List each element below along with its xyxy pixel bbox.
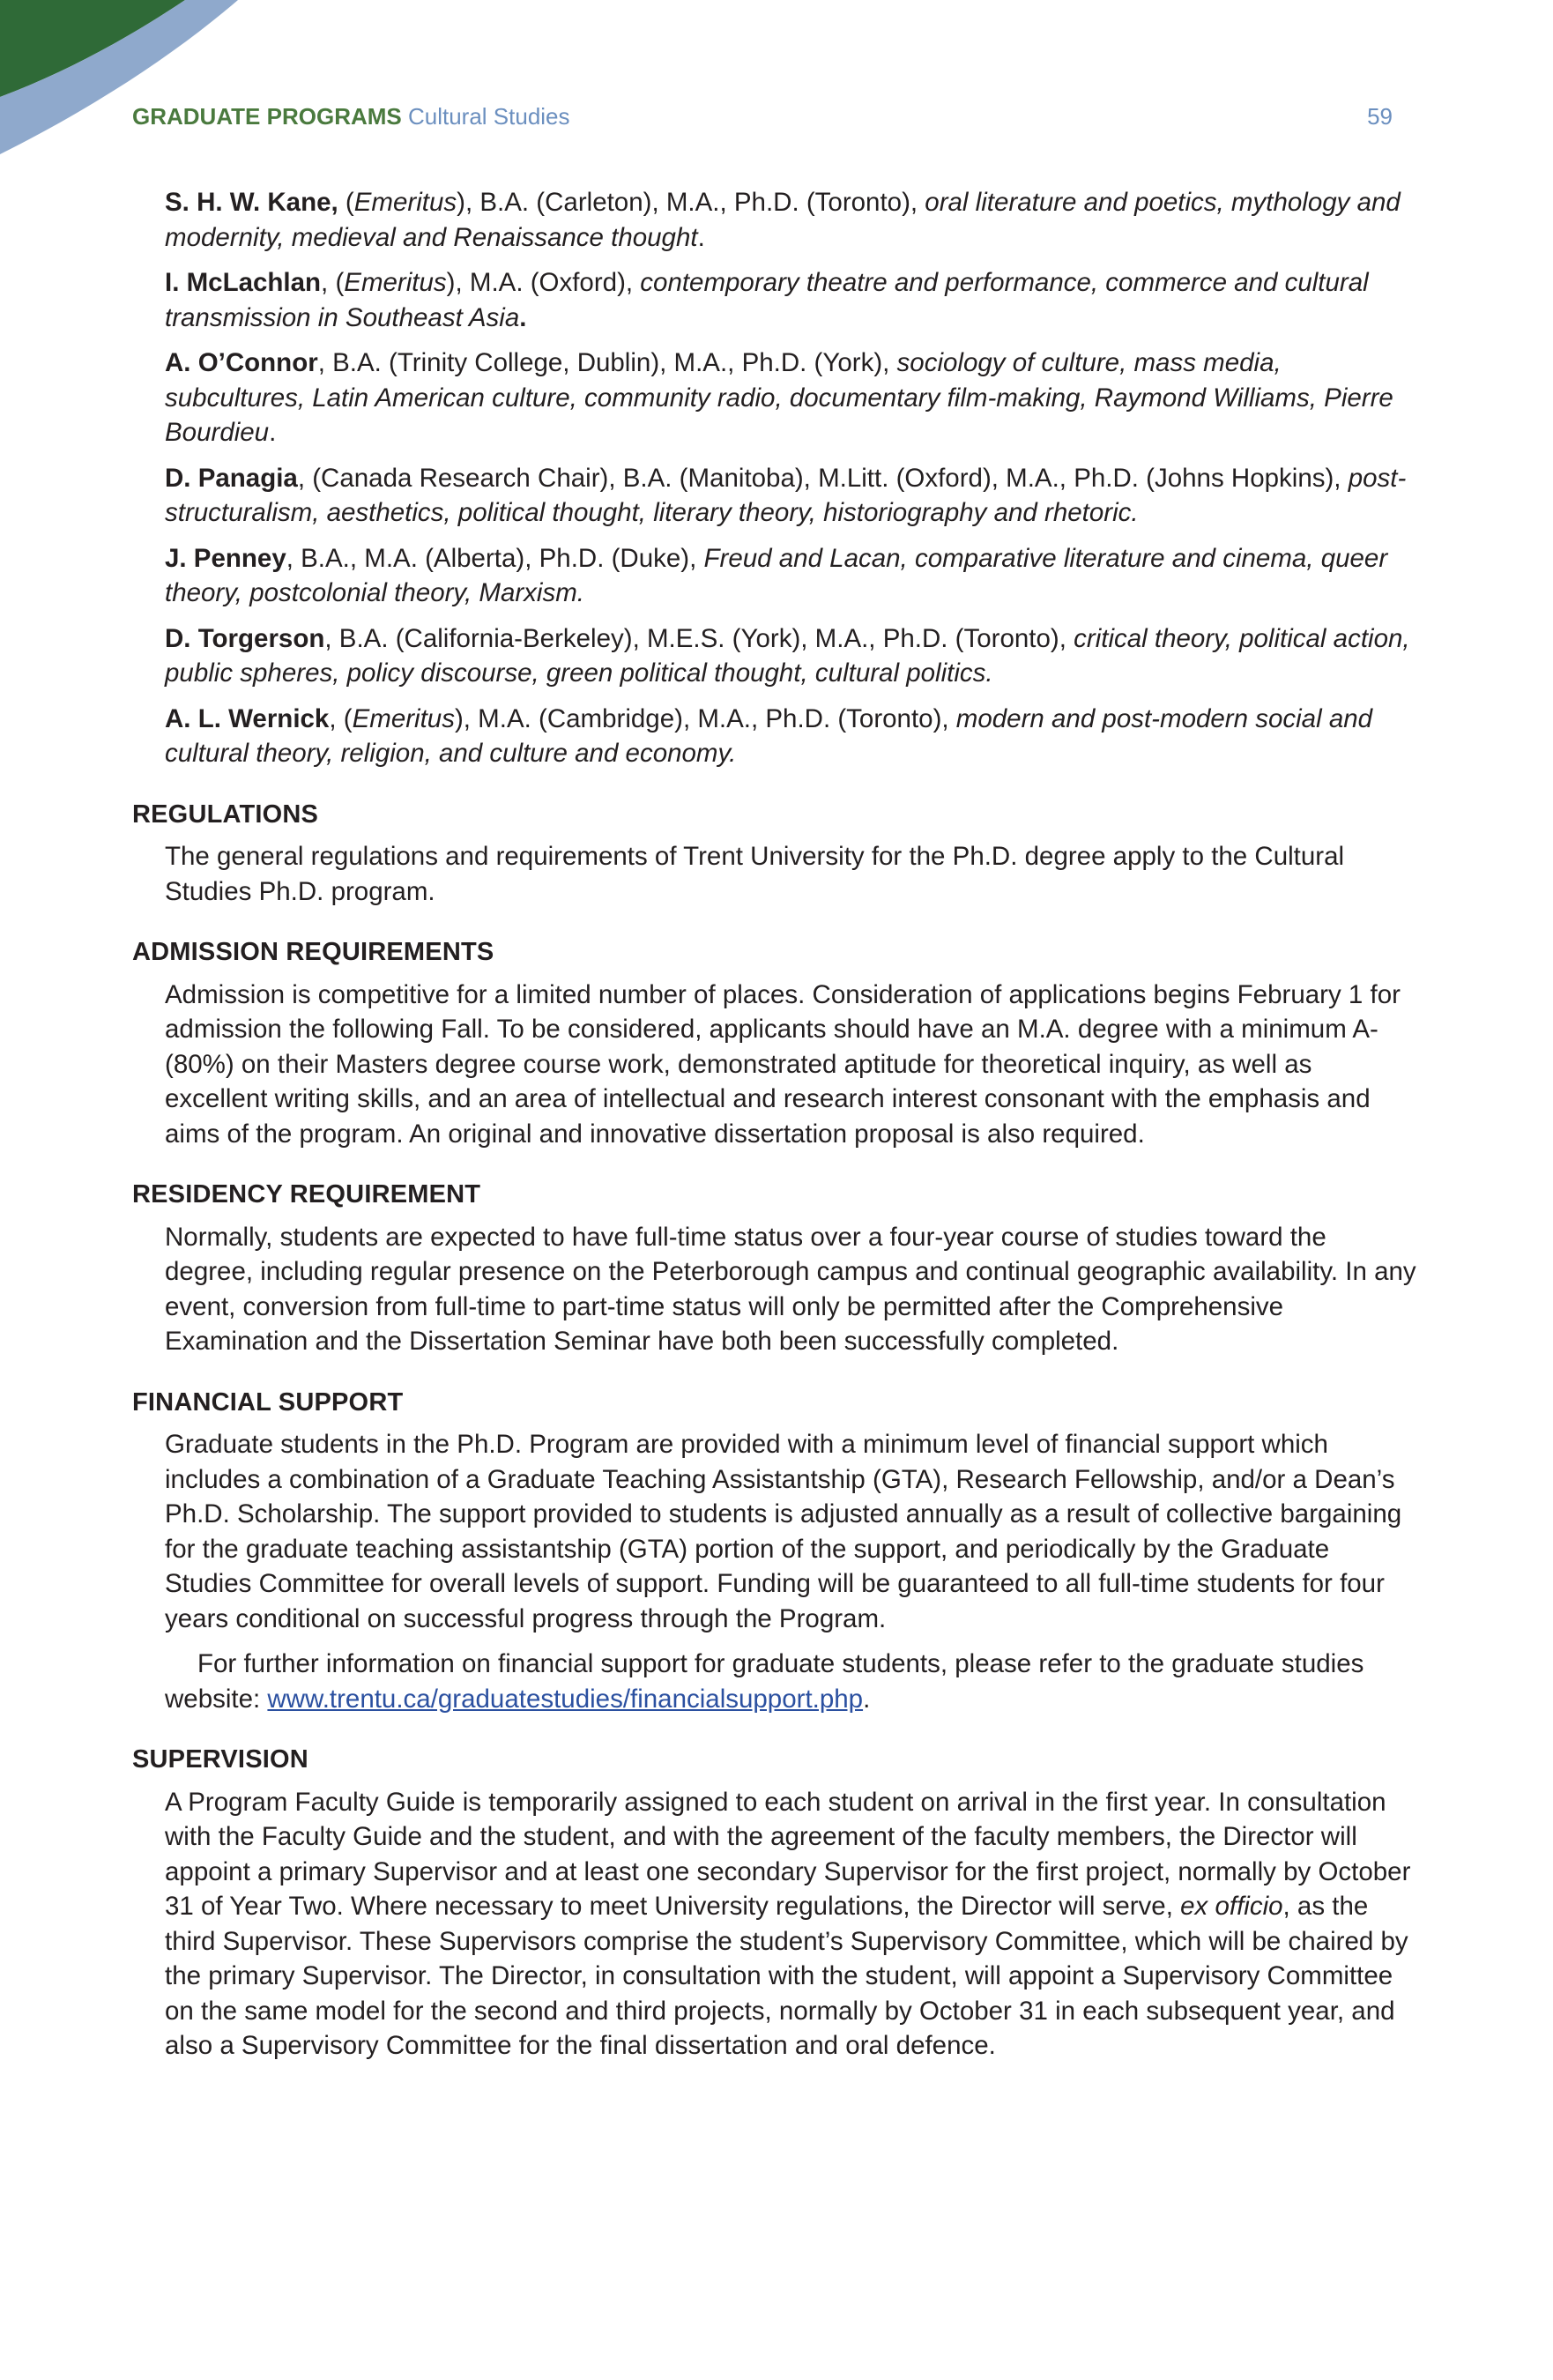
faculty-interests: modern and post-modern social and cultural theory, religion, and culture and economy. [165,703,1373,768]
section-financial [132,1427,1419,1716]
financial-paragraph: Graduate students in the Ph.D. Program are provided with a minimum level of financial support which includes a combination of a Graduate Teaching Assistantship (GTA), Research Fellowship, and/or a Dean’s Ph.D. Scholarship. The support provided to students is adjusted annually as a result of collective bargaining for the graduate teaching assistantship (GTA) portion of the support, and periodically by the Graduate Studies Committee for overall levels of support. Funding will be guaranteed to all full-time students for four years conditional on successful progress through the Program. [165,1430,1402,1633]
faculty-name: J. Penney [165,543,286,573]
faculty-interests: sociology of culture, mass media, subcultures, Latin American culture, community radio, documentary film-making, Raymond Williams, Pierre Bourdieu [165,348,1393,447]
admission-paragraph: Admission is competitive for a limited number of places. Consideration of applications begins February 1 for admission the following Fall. To be considered, applicants should have an M.A. degree with a minimum A- (80%) on their Masters degree course work, demonstrated aptitude for theoretical inquiry, as well as excellent writing skills, and an area of intellectual and research interest consonant with the emphasis and aims of the program. An original and innovative dissertation proposal is also required. [165,979,1401,1149]
faculty-entry [165,346,1419,450]
faculty-name: A. L. Wernick [165,703,330,733]
section-heading-regulations: REGULATIONS [132,800,319,829]
faculty-degrees: , B.A., M.A. (Alberta), Ph.D. (Duke), [286,543,704,573]
faculty-text: , ( [321,268,345,297]
faculty-interests: post-structuralism, aesthetics, political thought, literary theory, historiography and rhetoric. [165,463,1407,527]
faculty-emeritus: Emeritus [352,703,455,733]
header-section: GRADUATE PROGRAMS [132,103,402,130]
faculty-list [132,185,1419,771]
header-subsection: Cultural Studies [407,103,570,130]
faculty-degrees: ), B.A. (Carleton), M.A., Ph.D. (Toronto), [457,188,925,217]
more-info-text: For further information on financial support for graduate students, please refer to the graduate studies website: [165,1649,1364,1714]
faculty-text: ( [338,188,354,217]
supervision-text: A Program Faculty Guide is temporarily assigned to each student on arrival in the first year. In consultation with the Faculty Guide and the student, and with the agreement of the faculty members, the Director will appoint a primary Supervisor and at least one secondary Supervisor for the first project, normally by October 31 of Year Two. Where necessary to meet University regulations, the Director will serve, [165,1787,1411,1921]
faculty-interests: critical theory, political action, public spheres, policy discourse, green political thought, cultural politics. [165,623,1410,688]
faculty-entry [165,461,1419,531]
faculty-text: . [519,302,527,332]
more-info-suffix: . [863,1684,871,1714]
section-heading-financial: FINANCIAL SUPPORT [132,1387,404,1417]
section-heading-admission: ADMISSION REQUIREMENTS [132,938,494,966]
corner-swoosh-decoration [0,0,256,159]
supervision-text-continued: , as the third Supervisor. These Supervisors comprise the student’s Supervisory Committee, which will be chaired by the primary Supervisor. The Director, in consultation with the student, will appoint a Supervisory Committee on the same model for the second and third projects, normally by October 31 in each subsequent year, and also a Supervisory Committee for the final dissertation and oral defence. [165,1892,1408,2060]
faculty-name: A. O’Connor [165,348,318,377]
faculty-name: D. Panagia [165,463,298,493]
faculty-emeritus: Emeritus [344,268,447,297]
financial-more-info [165,1647,1419,1716]
faculty-entry [165,621,1419,691]
residency-paragraph: Normally, students are expected to have full-time status over a four-year course of studies toward the degree, including regular presence on the Peterborough campus and continual geographic availability. In any event, conversion from full-time to part-time status will only be permitted after the Comprehensive Examination and the Dissertation Seminar have both been successfully completed. [165,1222,1416,1356]
regulations-paragraph: The general regulations and requirements of Trent University for the Ph.D. degree apply to the Cultural Studies Ph.D. program. [165,842,1345,906]
section-heading-residency: RESIDENCY REQUIREMENT [132,1180,481,1209]
faculty-text: , ( [329,703,353,733]
section-admission [132,978,1419,1152]
faculty-interests: Freud and Lacan, comparative literature and cinema, queer theory, postcolonial theory, Marxism. [165,543,1388,607]
faculty-degrees: ), M.A. (Cambridge), M.A., Ph.D. (Toronto), [454,703,956,733]
running-header [132,99,1393,134]
faculty-degrees: , B.A. (Trinity College, Dublin), M.A., Ph.D. (York), [317,348,897,377]
faculty-degrees: , B.A. (California-Berkeley), M.E.S. (York), M.A., Ph.D. (Toronto), [324,623,1074,653]
page-number: 59 [1367,103,1393,130]
supervision-paragraph [165,1785,1419,2064]
section-supervision [132,1785,1419,2064]
financial-support-link[interactable]: www.trentu.ca/graduatestudies/financialsupport.php [267,1684,864,1714]
ex-officio-text: ex officio [1180,1892,1283,1921]
faculty-text: . [269,418,277,447]
faculty-name: I. McLachlan [165,268,322,297]
section-residency [132,1220,1419,1359]
faculty-entry [165,541,1419,611]
faculty-entry [165,265,1419,335]
page-content [132,185,1419,2064]
faculty-entry [165,702,1419,771]
faculty-interests: contemporary theatre and performance, commerce and cultural transmission in Southeast Asia [165,268,1369,332]
faculty-interests: oral literature and poetics, mythology and modernity, medieval and Renaissance thought [165,188,1401,252]
section-regulations [132,839,1419,909]
section-heading-supervision: SUPERVISION [132,1745,308,1774]
faculty-degrees: , (Canada Research Chair), B.A. (Manitoba), M.Litt. (Oxford), M.A., Ph.D. (Johns Hopkins), [297,463,1349,493]
faculty-entry [165,185,1419,255]
faculty-name: D. Torgerson [165,623,325,653]
faculty-name: S. H. W. Kane, [165,188,338,217]
faculty-degrees: ), M.A. (Oxford), [446,268,641,297]
faculty-emeritus: Emeritus [353,188,457,217]
faculty-text: . [697,222,705,252]
